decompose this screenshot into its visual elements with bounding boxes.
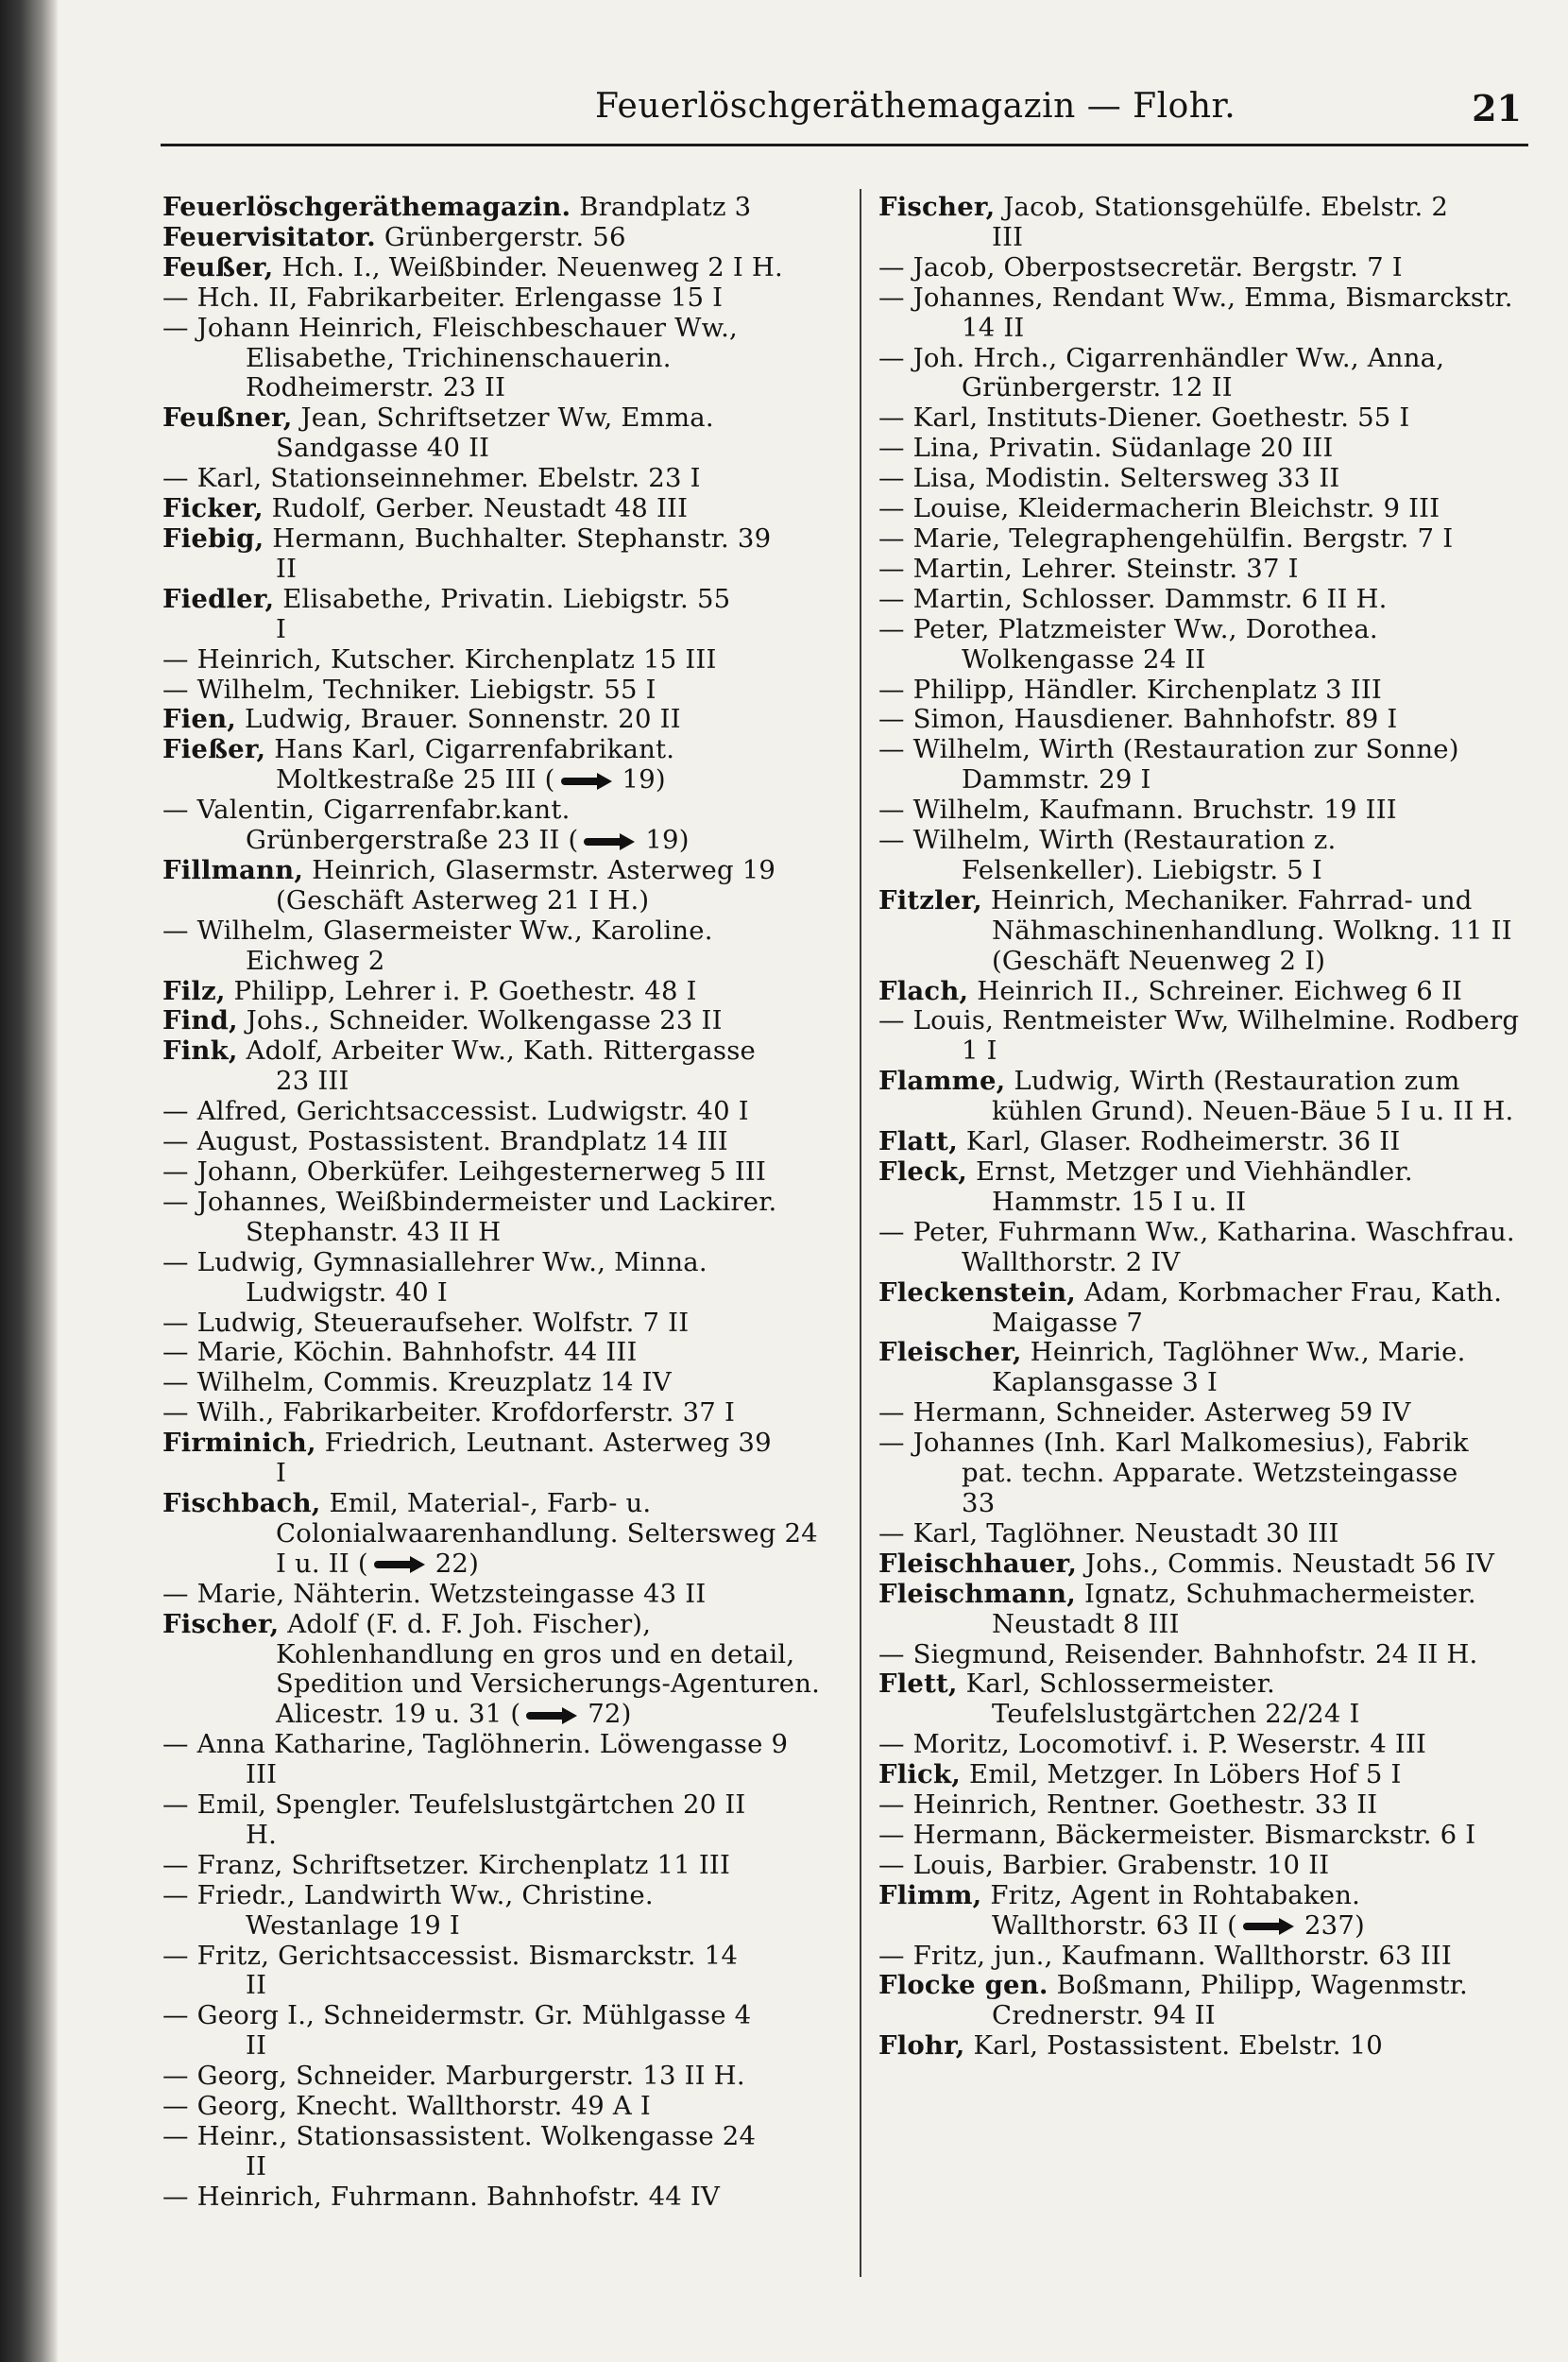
directory-entry: — Johannes, Rendant Ww., Emma, Bismarckstr. 14 II xyxy=(878,282,1513,343)
directory-entry: — Karl, Instituts-Diener. Goethestr. 55 I xyxy=(878,402,1410,434)
surname: Fleischhauer, xyxy=(878,1548,1078,1579)
directory-entry: — Friedr., Landwirth Ww., Christine. Westanlage 19 I xyxy=(162,1879,654,1941)
directory-entry: Fleischer, Heinrich, Taglöhner Ww., Marie. Kaplansgasse 3 I xyxy=(878,1337,1466,1398)
directory-entry: — Ludwig, Steueraufseher. Wolfstr. 7 II xyxy=(162,1307,690,1338)
surname: Fleischer, xyxy=(878,1337,1022,1368)
directory-entry: — Karl, Stationseinnehmer. Ebelstr. 23 I xyxy=(162,463,701,494)
directory-entry: Fischer, Adolf (F. d. F. Joh. Fischer), Kohlenhandlung en gros und en detail, Spedition und Versicherungs-Agenturen. Alicestr. 19 u. 31 ( 72) xyxy=(162,1608,821,1730)
surname: Fillmann, xyxy=(162,854,304,885)
directory-entry: — Martin, Lehrer. Steinstr. 37 I xyxy=(878,553,1299,584)
header-rule xyxy=(161,144,1528,146)
surname: Ficker, xyxy=(162,493,264,524)
surname: Fiebig, xyxy=(162,522,264,554)
page-header xyxy=(161,87,1525,140)
surname: Flohr, xyxy=(878,2030,965,2062)
surname: Find, xyxy=(162,1005,238,1036)
telephone-icon xyxy=(578,835,637,848)
directory-entry: Feußner, Jean, Schriftsetzer Ww, Emma. Sandgasse 40 II xyxy=(162,402,714,464)
directory-entry: — Wilhelm, Techniker. Liebigstr. 55 I xyxy=(162,674,656,705)
directory-entry: — Heinr., Stationsassistent. Wolkengasse 24 II xyxy=(162,2121,757,2182)
surname: Flick, xyxy=(878,1759,961,1790)
directory-entry: Filz, Philipp, Lehrer i. P. Goethestr. 48 I xyxy=(162,975,697,1006)
directory-entry: — Hch. II, Fabrikarbeiter. Erlengasse 15 I xyxy=(162,282,724,313)
surname: Fischbach, xyxy=(162,1487,321,1518)
directory-entry: — Georg, Schneider. Marburgerstr. 13 II H. xyxy=(162,2061,745,2092)
directory-entry: Firminich, Friedrich, Leutnant. Asterweg 39 I xyxy=(162,1428,772,1489)
directory-entry: Fitzler, Heinrich, Mechaniker. Fahrrad- und Nähmaschinenhandlung. Wolkng. 11 II (Geschäft Neuenweg 2 I) xyxy=(878,884,1512,976)
directory-entry: — Philipp, Händler. Kirchenplatz 3 III xyxy=(878,674,1382,705)
directory-entry: — Emil, Spengler. Teufelslustgärtchen 20 II H. xyxy=(162,1789,746,1850)
directory-entry: — Hermann, Schneider. Asterweg 59 IV xyxy=(878,1397,1411,1429)
directory-entry: — Johannes (Inh. Karl Malkomesius), Fabrik pat. techn. Apparate. Wetzsteingasse 33 xyxy=(878,1428,1469,1518)
left-column xyxy=(162,193,847,2213)
directory-entry: — Georg I., Schneidermstr. Gr. Mühlgasse 4 II xyxy=(162,2000,752,2062)
surname: Feußer, xyxy=(162,251,274,282)
directory-entry: Fischer, Jacob, Stationsgehülfe. Ebelstr. 2 III xyxy=(878,192,1449,252)
directory-entry: Flimm, Fritz, Agent in Rohtabaken. Wallthorstr. 63 II ( 237) xyxy=(878,1879,1365,1941)
directory-entry: Fiedler, Elisabethe, Privatin. Liebigstr. 55 I xyxy=(162,583,731,644)
directory-entry: — Siegmund, Reisender. Bahnhofstr. 24 II H. xyxy=(878,1638,1478,1669)
surname: Fießer, xyxy=(162,734,266,765)
directory-entry: — Martin, Schlosser. Dammstr. 6 II H. xyxy=(878,583,1388,614)
directory-entry: Fillmann, Heinrich, Glasermstr. Asterweg 19 (Geschäft Asterweg 21 I H.) xyxy=(162,854,776,916)
surname: Filz, xyxy=(162,975,226,1006)
directory-entry: — Hermann, Bäckermeister. Bismarckstr. 6 I xyxy=(878,1819,1476,1850)
surname: Fleischmann, xyxy=(878,1578,1077,1609)
surname: Fink, xyxy=(162,1036,238,1067)
directory-entry: — Louis, Barbier. Grabenstr. 10 II xyxy=(878,1849,1330,1880)
directory-entry: — Fritz, Gerichtsaccessist. Bismarckstr. 14 II xyxy=(162,1940,739,2001)
surname: Flatt, xyxy=(878,1126,958,1157)
surname: Flocke gen. xyxy=(878,1970,1048,2001)
directory-entry: — Ludwig, Gymnasiallehrer Ww., Minna. Ludwigstr. 40 I xyxy=(162,1246,707,1308)
telephone-icon xyxy=(1237,1920,1296,1933)
directory-entry: — Anna Katharine, Taglöhnerin. Löwengasse 9 III xyxy=(162,1729,789,1790)
directory-entry: Find, Johs., Schneider. Wolkengasse 23 II xyxy=(162,1005,723,1036)
right-column xyxy=(878,193,1563,2062)
directory-entry: — Simon, Hausdiener. Bahnhofstr. 89 I xyxy=(878,704,1398,735)
surname: Fleckenstein, xyxy=(878,1276,1077,1308)
directory-entry: Flatt, Karl, Glaser. Rodheimerstr. 36 II xyxy=(878,1126,1401,1157)
directory-entry: — Joh. Hrch., Cigarrenhändler Ww., Anna, Grünbergerstr. 12 II xyxy=(878,342,1445,403)
directory-entry: Fien, Ludwig, Brauer. Sonnenstr. 20 II xyxy=(162,704,681,735)
surname: Flimm, xyxy=(878,1879,982,1910)
surname: Fleck, xyxy=(878,1156,968,1187)
directory-entry: Feußer, Hch. I., Weißbinder. Neuenweg 2 I H. xyxy=(162,251,783,282)
directory-entry: — Johann, Oberküfer. Leihgesternerweg 5 III xyxy=(162,1156,767,1187)
directory-entry: Flett, Karl, Schlossermeister. Teufelslustgärtchen 22/24 I xyxy=(878,1669,1360,1730)
surname: Flamme, xyxy=(878,1066,1006,1097)
directory-entry: — Peter, Platzmeister Ww., Dorothea. Wolkengasse 24 II xyxy=(878,613,1378,675)
directory-entry: — Heinrich, Fuhrmann. Bahnhofstr. 44 IV xyxy=(162,2181,721,2212)
directory-entry: Flocke gen. Boßmann, Philipp, Wagenmstr. Crednerstr. 94 II xyxy=(878,1970,1468,2031)
surname: Flett, xyxy=(878,1669,958,1700)
directory-entry: — Valentin, Cigarrenfabr.kant. Grünbergerstraße 23 II ( 19) xyxy=(162,795,690,856)
telephone-icon xyxy=(520,1709,579,1722)
directory-entry: Flohr, Karl, Postassistent. Ebelstr. 10 xyxy=(878,2030,1384,2062)
directory-entry: — Wilhelm, Commis. Kreuzplatz 14 IV xyxy=(162,1367,672,1398)
directory-entry: — Franz, Schriftsetzer. Kirchenplatz 11 III xyxy=(162,1849,731,1880)
surname: Feuervisitator. xyxy=(162,221,376,252)
directory-entry: Fink, Adolf, Arbeiter Ww., Kath. Rittergasse 23 III xyxy=(162,1036,756,1097)
directory-entry: — Johann Heinrich, Fleischbeschauer Ww., Elisabethe, Trichinenschauerin. Rodheimerstr. 23 II xyxy=(162,312,738,403)
directory-entry: — Heinrich, Rentner. Goethestr. 33 II xyxy=(878,1789,1378,1821)
directory-entry: Fleischhauer, Johs., Commis. Neustadt 56 IV xyxy=(878,1548,1495,1579)
surname: Feuerlöschgeräthemagazin. xyxy=(162,192,571,222)
directory-entry: — Karl, Taglöhner. Neustadt 30 III xyxy=(878,1517,1339,1549)
directory-entry: — Lisa, Modistin. Seltersweg 33 II xyxy=(878,463,1340,494)
directory-entry: Feuervisitator. Grünbergerstr. 56 xyxy=(162,221,626,252)
directory-entry: — Georg, Knecht. Wallthorstr. 49 A I xyxy=(162,2091,651,2122)
directory-entry: — Jacob, Oberpostsecretär. Bergstr. 7 I xyxy=(878,251,1403,282)
directory-entry: Fiebig, Hermann, Buchhalter. Stephanstr. 39 II xyxy=(162,522,772,584)
directory-entry: Feuerlöschgeräthemagazin. Brandplatz 3 xyxy=(162,192,752,222)
surname: Feußner, xyxy=(162,402,293,434)
directory-entry: — August, Postassistent. Brandplatz 14 III xyxy=(162,1126,728,1157)
telephone-icon xyxy=(368,1558,427,1571)
directory-entry: — Johannes, Weißbindermeister und Lackirer. Stephanstr. 43 II H xyxy=(162,1186,777,1247)
surname: Flach, xyxy=(878,975,969,1006)
surname: Fischer, xyxy=(878,192,996,222)
telephone-icon xyxy=(555,775,614,788)
book-spine-shadow xyxy=(0,0,59,2362)
directory-entry: — Lina, Privatin. Südanlage 20 III xyxy=(878,433,1334,464)
directory-entry: Fleckenstein, Adam, Korbmacher Frau, Kath. Maigasse 7 xyxy=(878,1276,1503,1338)
page-number: 21 xyxy=(1472,87,1522,129)
surname: Fitzler, xyxy=(878,884,982,916)
directory-entry: — Wilhelm, Wirth (Restauration z. Felsenkeller). Liebigstr. 5 I xyxy=(878,825,1337,885)
directory-entry: — Alfred, Gerichtsaccessist. Ludwigstr. 40 I xyxy=(162,1096,749,1127)
directory-entry: — Moritz, Locomotivf. i. P. Weserstr. 4 III xyxy=(878,1729,1427,1760)
directory-entry: Flach, Heinrich II., Schreiner. Eichweg 6 II xyxy=(878,975,1463,1006)
directory-entry: — Marie, Telegraphengehülfin. Bergstr. 7 I xyxy=(878,522,1454,554)
surname: Fien, xyxy=(162,704,237,735)
directory-entry: — Fritz, jun., Kaufmann. Wallthorstr. 63 III xyxy=(878,1940,1452,1971)
directory-entry: — Marie, Nähterin. Wetzsteingasse 43 II xyxy=(162,1578,707,1609)
directory-entry: — Wilhelm, Wirth (Restauration zur Sonne) Dammstr. 29 I xyxy=(878,734,1459,796)
directory-entry: — Wilhelm, Glasermeister Ww., Karoline. Eichweg 2 xyxy=(162,915,713,976)
directory-entry: Ficker, Rudolf, Gerber. Neustadt 48 III xyxy=(162,493,689,524)
directory-entry: Fleischmann, Ignatz, Schuhmachermeister. Neustadt 8 III xyxy=(878,1578,1476,1639)
column-divider xyxy=(860,189,861,2277)
directory-entry: — Louise, Kleidermacherin Bleichstr. 9 III xyxy=(878,493,1440,524)
directory-entry: Fischbach, Emil, Material-, Farb- u. Colonialwaarenhandlung. Seltersweg 24 I u. II ( 22) xyxy=(162,1487,818,1579)
directory-entry: Fleck, Ernst, Metzger und Viehhändler. Hammstr. 15 I u. II xyxy=(878,1156,1413,1217)
directory-entry: Flick, Emil, Metzger. In Löbers Hof 5 I xyxy=(878,1759,1402,1790)
directory-entry: Fießer, Hans Karl, Cigarrenfabrikant. Moltkestraße 25 III ( 19) xyxy=(162,734,675,796)
directory-entry: Flamme, Ludwig, Wirth (Restauration zum kühlen Grund). Neuen-Bäue 5 I u. II H. xyxy=(878,1066,1514,1127)
directory-entry: — Wilh., Fabrikarbeiter. Krofdorferstr. 37 I xyxy=(162,1397,736,1429)
directory-entry: — Heinrich, Kutscher. Kirchenplatz 15 III xyxy=(162,643,717,675)
surname: Firminich, xyxy=(162,1428,316,1459)
directory-entry: — Wilhelm, Kaufmann. Bruchstr. 19 III xyxy=(878,795,1397,826)
running-head: Feuerlöschgeräthemagazin — Flohr. xyxy=(595,87,1236,126)
directory-entry: — Marie, Köchin. Bahnhofstr. 44 III xyxy=(162,1337,638,1368)
surname: Fiedler, xyxy=(162,583,275,614)
surname: Fischer, xyxy=(162,1608,280,1639)
directory-entry: — Louis, Rentmeister Ww, Wilhelmine. Rodberg 1 I xyxy=(878,1005,1520,1067)
directory-entry: — Peter, Fuhrmann Ww., Katharina. Waschfrau. Wallthorstr. 2 IV xyxy=(878,1216,1515,1277)
